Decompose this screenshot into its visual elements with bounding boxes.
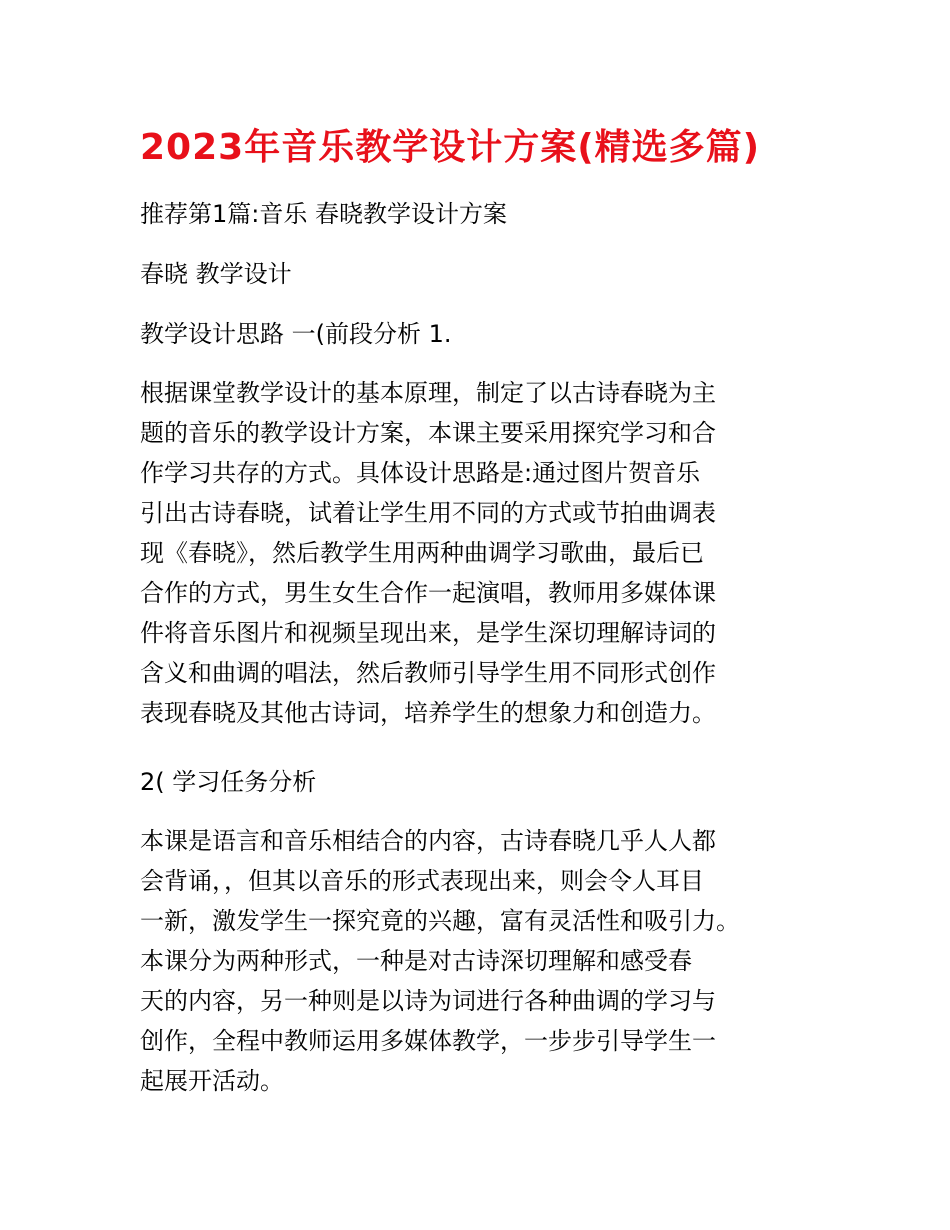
paragraph	[140, 373, 716, 733]
paragraph-line: 天的内容，另一种则是以诗为词进行各种曲调的学习与	[140, 987, 716, 1015]
paragraph-line: 合作的方式，男生女生合作一起演唱，教师用多媒体课	[140, 579, 716, 607]
paragraph-line: 会背诵，，但其以音乐的形式表现出来，则会令人耳目	[140, 867, 704, 895]
paragraph-line: 根据课堂教学设计的基本原理，制定了以古诗春晓为主	[140, 379, 716, 407]
section-heading: 教学设计思路 一(前段分析 1.	[140, 320, 452, 348]
paragraph-line: 本课是语言和音乐相结合的内容，古诗春晓几乎人人都	[140, 827, 716, 855]
section-heading: 2( 学习任务分析	[140, 768, 317, 796]
document-title: 2023年音乐教学设计方案(精选多篇)	[140, 127, 761, 168]
paragraph-line: 件将音乐图片和视频呈现出来，是学生深切理解诗词的	[140, 619, 716, 647]
article-subtitle: 推荐第1篇:音乐 春晓教学设计方案	[140, 200, 507, 228]
paragraph-line: 题的音乐的教学设计方案，本课主要采用探究学习和合	[140, 419, 716, 447]
paragraph-line: 表现春晓及其他古诗词，培养学生的想象力和创造力。	[140, 699, 716, 727]
paragraph-line: 本课分为两种形式，一种是对古诗深切理解和感受春	[140, 947, 692, 975]
paragraph-line: 作学习共存的方式。具体设计思路是:通过图片贺音乐	[140, 459, 701, 487]
paragraph-line: 现《春晓》，然后教学生用两种曲调学习歌曲，最后已	[140, 539, 704, 567]
section-heading: 春晓 教学设计	[140, 260, 292, 288]
paragraph-line: 起展开活动。	[140, 1067, 284, 1095]
paragraph-line: 含义和曲调的唱法，然后教师引导学生用不同形式创作	[140, 659, 716, 687]
paragraph-line: 一新，激发学生一探究竟的兴趣，富有灵活性和吸引力。	[140, 907, 740, 935]
paragraph-line: 创作，全程中教师运用多媒体教学，一步步引导学生一	[140, 1027, 716, 1055]
paragraph-line: 引出古诗春晓，试着让学生用不同的方式或节拍曲调表	[140, 499, 716, 527]
paragraph	[140, 821, 740, 1101]
